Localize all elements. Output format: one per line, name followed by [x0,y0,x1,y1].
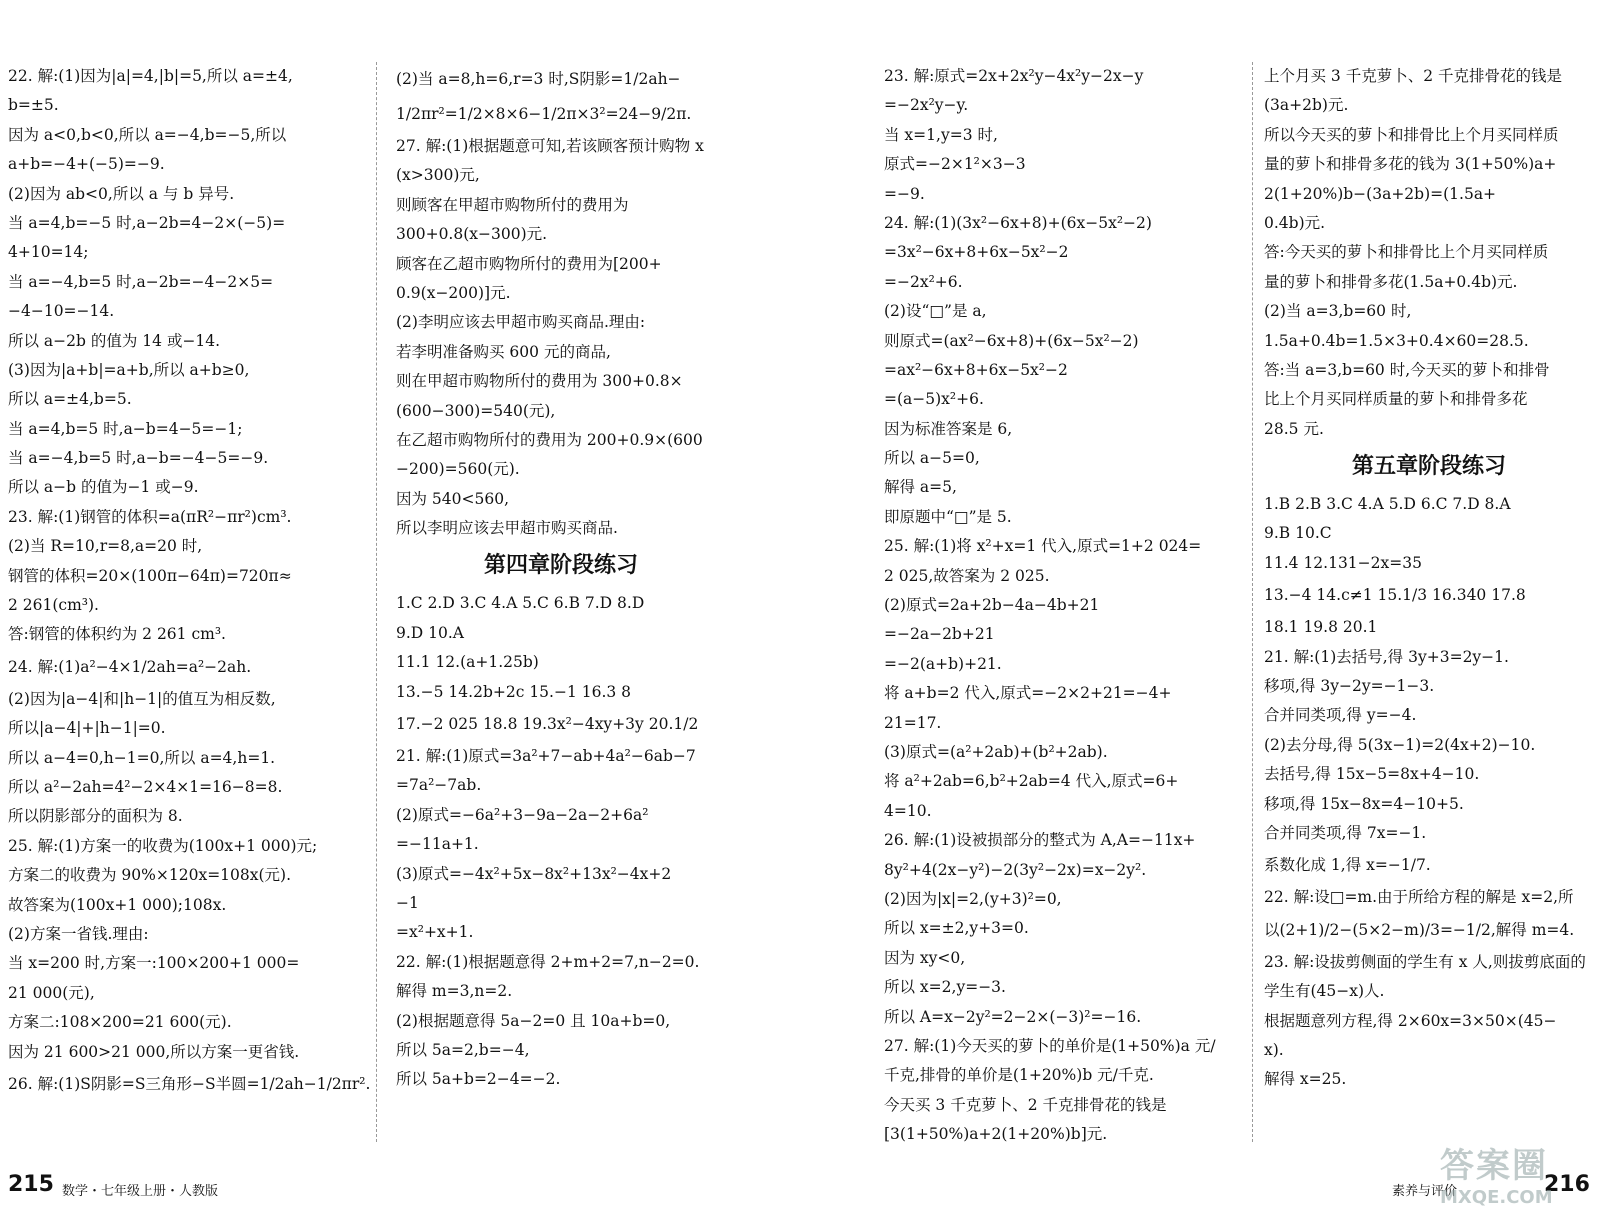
answer-column-4 [1264,62,1594,1095]
watermark-url: MXQE.COM [1440,1187,1553,1208]
answer-line: 则顾客在甲超市购物所付的费用为 [396,195,629,214]
answer-line: 答:今天买的萝卜和排骨比上个月买同样质 [1264,243,1549,262]
answer-line: (2)当 a=3,b=60 时, [1264,302,1412,321]
column-divider [1252,62,1253,1142]
answer-line: 因为 a<0,b<0,所以 a=−4,b=−5,所以 [8,125,287,144]
answer-line: −1 [396,893,419,912]
answer-line: 2(1+20%)b−(3a+2b)=(1.5a+ [1264,184,1497,203]
chapter-heading: 第四章阶段练习 [483,553,638,579]
answer-line: (2)原式=2a+2b−4a−4b+21 [884,596,1100,615]
question-start-line: 26. 解:(1)S阴影=S三角形−S半圆=1/2ah−1/2πr². [8,1074,371,1093]
answer-line: (2)根据题意得 5a−2=0 且 10a+b=0, [396,1011,671,1030]
question-start-line: 22. 解:(1)根据题意得 2+m+2=7,n−2=0. [396,952,700,971]
answer-line: 所以|a−4|+|h−1|=0. [8,719,166,738]
footer-series-title: 素养与评价 [1392,1184,1458,1199]
page-number-right: 216 [1544,1172,1590,1197]
answer-column-3 [884,62,1244,1149]
answer-column-1 [8,62,371,1102]
answer-line: (3a+2b)元. [1264,96,1349,115]
answer-line: 解得 a=5, [884,478,957,497]
answer-line: −200)=560(元). [396,460,520,479]
question-start-line: 23. 解:设拔剪侧面的学生有 x 人,则拔剪底面的 [1264,952,1586,971]
answer-line: 1.5a+0.4b=1.5×3+0.4×60=28.5. [1264,331,1529,350]
answer-line: 方案二:108×200=21 600(元). [8,1013,232,1032]
question-start-line: 27. 解:(1)根据题意可知,若该顾客预计购物 x [396,137,704,155]
answer-line: 21 000(元), [8,983,95,1002]
answer-line: 11.1 12.(a+1.25b) [396,653,539,672]
answer-line: =−11a+1. [396,835,479,854]
chapter-heading: 第五章阶段练习 [1351,454,1506,480]
answer-line: 1.C 2.D 3.C 4.A 5.C 6.B 7.D 8.D [396,594,645,613]
answer-line: 0.4b)元. [1264,213,1326,232]
answer-line: 所以 5a=2,b=−4, [396,1040,530,1059]
answer-line: 顾客在乙超市购物所付的费用为[200+ [396,254,662,273]
answer-line: 2 025,故答案为 2 025. [884,566,1050,585]
answer-line: 18.1 19.8 20.1 [1264,618,1378,637]
answer-line: 28.5 元. [1264,419,1324,438]
answer-line: 移项,得 3y−2y=−1−3. [1264,677,1435,696]
answer-line: 解得 m=3,n=2. [396,982,513,1001]
answer-line: 因为 xy<0, [884,948,966,967]
answer-line: 根据题意列方程,得 2×60x=3×50×(45− [1264,1011,1557,1030]
answer-line: 4+10=14; [8,243,89,262]
answer-line: 学生有(45−x)人. [1264,982,1385,1001]
answer-line: 方案二的收费为 90%×120x=108x(元). [8,866,292,885]
answer-line: =−2(a+b)+21. [884,654,1002,673]
answer-line: 解得 x=25. [1264,1070,1347,1089]
answer-line: 0.9(x−200)]元. [396,283,511,302]
answer-line: 因为标准答案是 6, [884,419,1013,438]
answer-line: 2 261(cm³). [8,596,99,615]
answer-line: 所以李明应该去甲超市购买商品. [396,519,618,538]
answer-line: 8y²+4(2x−y²)−2(3y²−2x)=x−2y². [884,860,1147,879]
answer-line: 所以 a−5=0, [884,449,980,468]
answer-line: =(a−5)x²+6. [884,390,984,409]
answer-line: 当 a=4,b=−5 时,a−2b=4−2×(−5)= [8,213,286,232]
answer-line: 则在甲超市购物所付的费用为 300+0.8× [396,372,683,391]
question-start-line: 23. 解:原式=2x+2x²y−4x²y−2x−y [884,67,1144,85]
answer-line: 所以 a−b 的值为−1 或−9. [8,478,199,497]
answer-line: 当 a=4,b=5 时,a−b=4−5=−1; [8,419,243,438]
answer-column-2 [396,62,726,1095]
answer-line: =x²+x+1. [396,923,474,942]
answer-line: 在乙超市购物所付的费用为 200+0.9×(600 [396,430,703,449]
column-divider [376,62,377,1142]
question-start-line: 24. 解:(1)a²−4×1/2ah=a²−2ah. [8,657,252,676]
answer-line: 所以阴影部分的面积为 8. [8,807,183,826]
answer-line: =3x²−6x+8+6x−5x²−2 [884,243,1069,262]
answer-line: 千克,排骨的单价是(1+20%)b 元/千克. [884,1066,1154,1085]
answer-line: =−2a−2b+21 [884,625,995,644]
watermark-text: 答案圈 [1440,1146,1548,1186]
answer-line: 上个月买 3 千克萝卜、2 千克排骨花的钱是 [1264,67,1563,85]
answer-line: 答:钢管的体积约为 2 261 cm³. [8,625,226,644]
answer-line: 300+0.8(x−300)元. [396,225,548,244]
answer-line: (2)因为|x|=2,(y+3)²=0, [884,889,1062,908]
answer-line: a+b=−4+(−5)=−9. [8,155,165,174]
answer-line: 所以 a−2b 的值为 14 或−14. [8,331,221,350]
answer-line: 合并同类项,得 7x=−1. [1264,823,1427,842]
answer-line: 9.D 10.A [396,623,464,642]
answer-line: 移项,得 15x−8x=4−10+5. [1264,794,1464,813]
answer-line: −4−10=−14. [8,302,115,321]
answer-line: =7a²−7ab. [396,776,482,795]
answer-line: 17.−2 025 18.8 19.3x²−4xy+3y 20.1/2 [396,715,699,734]
question-start-line: 25. 解:(1)将 x²+x=1 代入,原式=1+2 024= [884,537,1202,556]
answer-line: 所以 a−4=0,h−1=0,所以 a=4,h=1. [8,748,276,767]
answer-line: 因为 21 600>21 000,所以方案一更省钱. [8,1042,300,1061]
question-start-line: 25. 解:(1)方案一的收费为(100x+1 000)元; [8,836,318,855]
answer-line: (2)当 R=10,r=8,a=20 时, [8,537,203,556]
question-start-line: 24. 解:(1)(3x²−6x+8)+(6x−5x²−2) [884,213,1152,232]
question-start-line: 26. 解:(1)设被损部分的整式为 A,A=−11x+ [884,831,1196,850]
answer-line: (600−300)=540(元), [396,401,556,420]
question-start-line: 21. 解:(1)去括号,得 3y+3=2y−1. [1264,647,1509,666]
answer-line: (2)方案一省钱.理由: [8,924,149,943]
watermark-logo [1440,1138,1590,1218]
answer-line: x). [1264,1040,1284,1059]
answer-line: 1.B 2.B 3.C 4.A 5.D 6.C 7.D 8.A [1264,495,1511,514]
answer-line: 原式=−2×1²×3−3 [884,155,1026,174]
answer-line: (2)因为|a−4|和|h−1|的值互为相反数, [8,689,276,708]
answer-line: 13.−4 14.c≠1 15.1/3 16.340 17.8 [1264,586,1526,605]
answer-line: (2)当 a=8,h=6,r=3 时,S阴影=1/2ah− [396,70,681,88]
answer-line: 量的萝卜和排骨多花(1.5a+0.4b)元. [1264,272,1518,291]
answer-line: 将 a²+2ab=6,b²+2ab=4 代入,原式=6+ [884,772,1179,791]
answer-line: 9.B 10.C [1264,524,1332,543]
answer-line: 当 x=200 时,方案一:100×200+1 000= [8,954,300,973]
answer-line: 21=17. [884,713,942,732]
answer-line: 去括号,得 15x−5=8x+4−10. [1264,765,1480,784]
answer-line: (2)因为 ab<0,所以 a 与 b 异号. [8,184,235,203]
answer-line: 4=10. [884,801,932,820]
question-start-line: 22. 解:(1)因为|a|=4,|b|=5,所以 a=±4, [8,67,293,85]
question-start-line: 23. 解:(1)钢管的体积=a(πR²−πr²)cm³. [8,507,292,526]
answer-line: [3(1+50%)a+2(1+20%)b]元. [884,1125,1108,1144]
answer-line: (2)原式=−6a²+3−9a−2a−2+6a² [396,805,649,824]
answer-line: 答:当 a=3,b=60 时,今天买的萝卜和排骨 [1264,360,1550,379]
answer-line: 钢管的体积=20×(100π−64π)=720π≈ [8,566,292,585]
page-number-left: 215 [8,1172,54,1197]
question-start-line: 22. 解:设□=m.由于所给方程的解是 x=2,所 [1264,888,1574,907]
answer-line: 所以 A=x−2y²=2−2×(−3)²=−16. [884,1007,1142,1026]
answer-line: 11.4 12.131−2x=35 [1264,553,1422,572]
answer-line: 量的萝卜和排骨多花的钱为 3(1+50%)a+ [1264,155,1557,174]
answer-line: =−9. [884,184,925,203]
answer-line: 所以今天买的萝卜和排骨比上个月买同样质 [1264,125,1559,144]
answer-line: (3)原式=(a²+2ab)+(b²+2ab). [884,742,1108,761]
footer-book-title: 数学・七年级上册・人教版 [62,1184,219,1199]
answer-line: 将 a+b=2 代入,原式=−2×2+21=−4+ [884,684,1172,703]
answer-line: 即原题中“□”是 5. [884,507,1012,526]
answer-line: 1/2πr²=1/2×8×6−1/2π×3²=24−9/2π. [396,105,692,123]
answer-line: 因为 540<560, [396,489,510,508]
answer-line: =−2x²y−y. [884,96,969,115]
answer-line: =ax²−6x+8+6x−5x²−2 [884,360,1068,379]
answer-line: 比上个月买同样质量的萝卜和排骨多花 [1264,390,1528,409]
answer-line: (2)去分母,得 5(3x−1)=2(4x+2)−10. [1264,735,1536,754]
answer-line: (2)设“□”是 a, [884,302,987,321]
answer-line: 今天买 3 千克萝卜、2 千克排骨花的钱是 [884,1095,1167,1114]
question-start-line: 21. 解:(1)原式=3a²+7−ab+4a²−6ab−7 [396,747,696,766]
answer-line: 故答案为(100x+1 000);108x. [8,895,227,914]
answer-line: 所以 a=±4,b=5. [8,390,132,409]
answer-line: 所以 x=±2,y+3=0. [884,919,1029,938]
answer-line: 则原式=(ax²−6x+8)+(6x−5x²−2) [884,331,1139,350]
answer-line: (3)因为|a+b|=a+b,所以 a+b≥0, [8,360,250,379]
answer-line: 当 x=1,y=3 时, [884,125,998,144]
answer-line: 所以 5a+b=2−4=−2. [396,1070,561,1089]
answer-line: 13.−5 14.2b+2c 15.−1 16.3 8 [396,682,632,701]
answer-line: (3)原式=−4x²+5x−8x²+13x²−4x+2 [396,864,672,883]
answer-line: 当 a=−4,b=5 时,a−b=−4−5=−9. [8,449,269,468]
answer-line: b=±5. [8,96,59,115]
answer-line: 所以 x=2,y=−3. [884,978,1006,997]
question-start-line: 27. 解:(1)今天买的萝卜的单价是(1+50%)a 元/ [884,1036,1216,1055]
answer-line: 系数化成 1,得 x=−1/7. [1264,856,1431,875]
answer-line: 所以 a²−2ah=4²−2×4×1=16−8=8. [8,777,283,796]
answer-line: 当 a=−4,b=5 时,a−2b=−4−2×5= [8,272,274,291]
answer-line: (2)李明应该去甲超市购买商品.理由: [396,313,646,332]
answer-line: 以(2+1)/2−(5×2−m)/3=−1/2,解得 m=4. [1264,920,1575,939]
answer-line: 合并同类项,得 y=−4. [1264,706,1417,725]
answer-line: 若李明准备购买 600 元的商品, [396,342,611,361]
answer-line: (x>300)元, [396,166,480,185]
answer-line: =−2x²+6. [884,272,963,291]
